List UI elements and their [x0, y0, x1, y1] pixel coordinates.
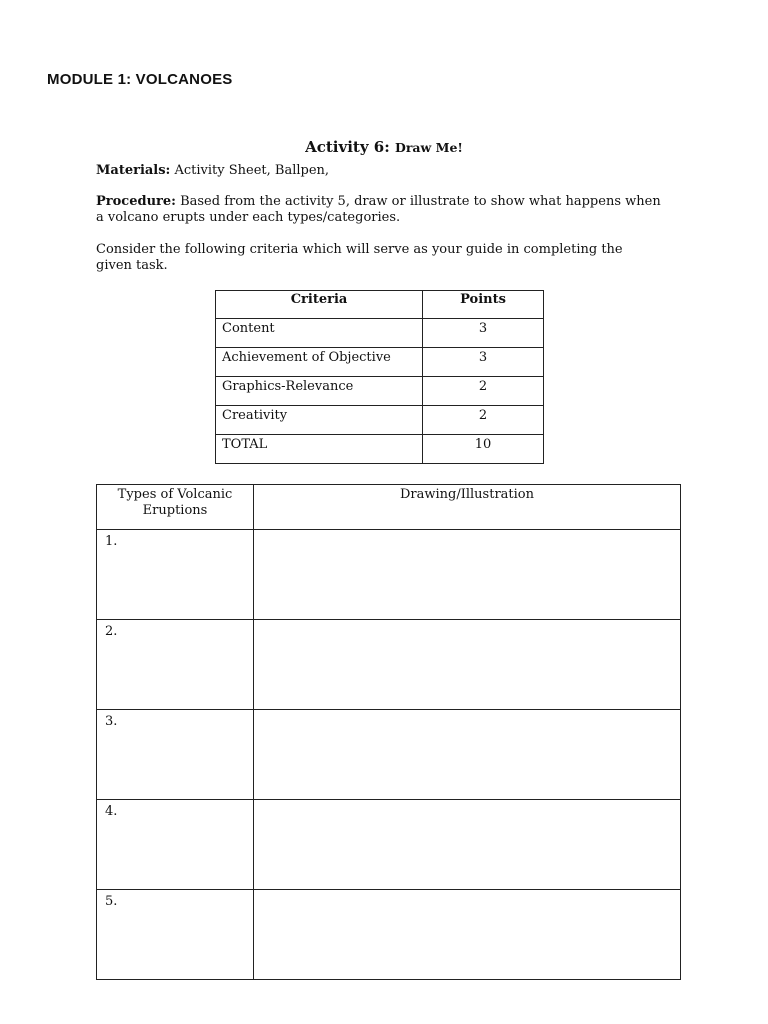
points-cell: 3 — [423, 348, 544, 377]
eruption-type-cell[interactable]: 3. — [97, 710, 254, 800]
procedure-text: Based from the activity 5, draw or illustrate to show what happens when a volcano erupts under each types/categories. — [96, 194, 661, 225]
drawing-row — [97, 530, 681, 620]
drawing-row — [97, 620, 681, 710]
criteria-cell: Content — [216, 319, 423, 348]
materials-text: Activity Sheet, Ballpen, — [170, 163, 330, 178]
procedure-label: Procedure: — [96, 194, 176, 209]
criteria-row — [216, 319, 544, 348]
criteria-total-row — [216, 435, 544, 464]
illustration-cell[interactable] — [254, 530, 681, 620]
eruption-types-header: Types of Volcanic Eruptions — [97, 485, 254, 530]
points-cell: 10 — [423, 435, 544, 464]
activity-subtitle: Draw Me! — [394, 140, 463, 155]
materials-line — [96, 163, 661, 179]
points-cell: 2 — [423, 406, 544, 435]
activity-title — [0, 138, 768, 156]
drawing-row — [97, 800, 681, 890]
illustration-cell[interactable] — [254, 620, 681, 710]
points-cell: 3 — [423, 319, 544, 348]
points-header: Points — [423, 291, 544, 319]
drawing-row — [97, 890, 681, 980]
criteria-cell: Creativity — [216, 406, 423, 435]
consider-text: Consider the following criteria which will serve as your guide in completing the given task. — [96, 242, 623, 273]
module-title: MODULE 1: VOLCANOES — [47, 71, 233, 88]
eruption-type-cell[interactable]: 1. — [97, 530, 254, 620]
eruption-type-cell[interactable]: 5. — [97, 890, 254, 980]
criteria-cell: TOTAL — [216, 435, 423, 464]
criteria-header-row — [216, 291, 544, 319]
illustration-header: Drawing/Illustration — [254, 485, 681, 530]
illustration-cell[interactable] — [254, 710, 681, 800]
points-cell: 2 — [423, 377, 544, 406]
drawing-row — [97, 710, 681, 800]
drawing-header-row — [97, 485, 681, 530]
criteria-header: Criteria — [216, 291, 423, 319]
criteria-cell: Graphics-Relevance — [216, 377, 423, 406]
illustration-cell[interactable] — [254, 800, 681, 890]
eruption-type-cell[interactable]: 2. — [97, 620, 254, 710]
eruption-type-cell[interactable]: 4. — [97, 800, 254, 890]
criteria-cell: Achievement of Objective — [216, 348, 423, 377]
criteria-row — [216, 377, 544, 406]
criteria-row — [216, 406, 544, 435]
criteria-row — [216, 348, 544, 377]
criteria-table — [215, 290, 544, 464]
drawing-table — [96, 484, 681, 980]
materials-label: Materials: — [96, 163, 171, 178]
procedure-line — [96, 194, 661, 226]
activity-title-main: Activity 6: — [305, 138, 390, 156]
illustration-cell[interactable] — [254, 890, 681, 980]
